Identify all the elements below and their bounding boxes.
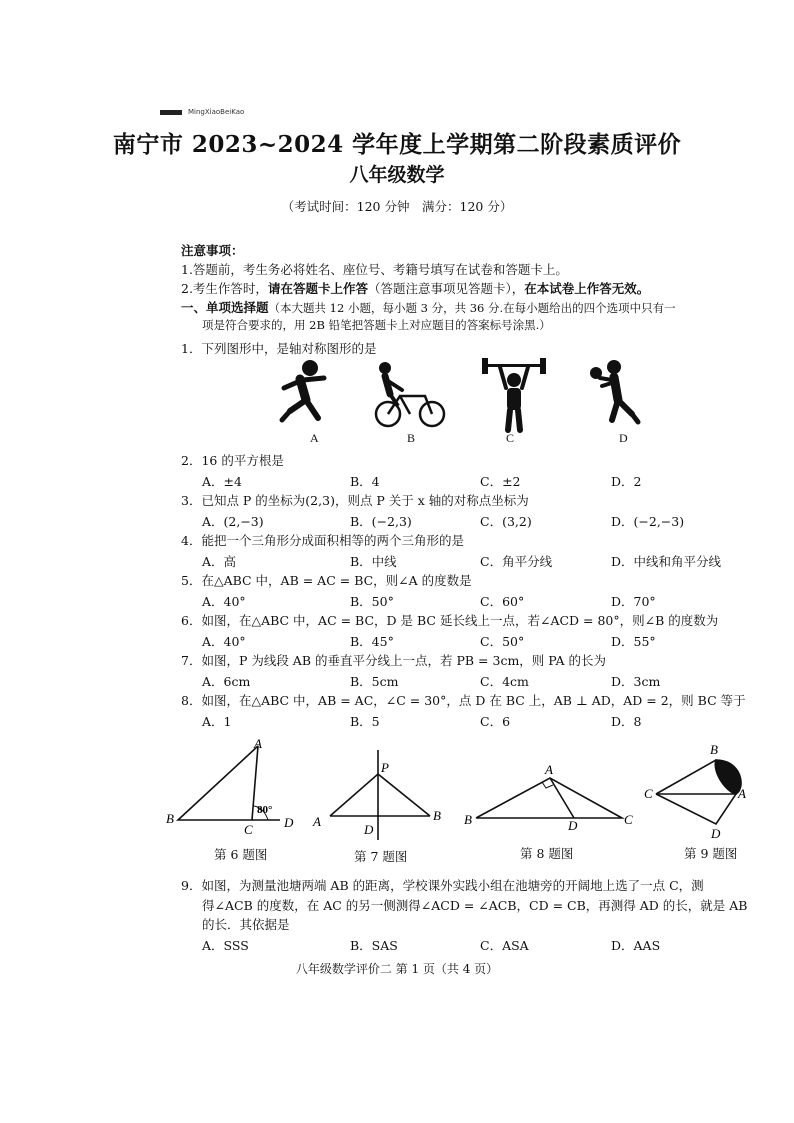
- fig9-label-a: A: [738, 786, 746, 801]
- question-7-stem: 7．如图，P 为线段 AB 的垂直平分线上一点，若 PB = 3cm，则 PA 的长为: [181, 653, 607, 668]
- question-6-stem: 6．如图，在△ABC 中，AC = BC，D 是 BC 延长线上一点，若∠ACD = 80°，则∠B 的度数为: [181, 613, 719, 628]
- q4-option-c: C．角平分线: [480, 554, 553, 569]
- figure-8-caption: 第 8 题图: [520, 846, 574, 861]
- q9-option-d: D．AAS: [611, 938, 661, 953]
- fig6-label-a: A: [254, 736, 262, 751]
- q3-option-c: C．(3,2): [480, 514, 532, 529]
- fig7-label-d: D: [364, 822, 374, 837]
- section-1-header: 一、单项选择题（本大题共 12 小题，每小题 3 分，共 36 分.在每小题给出的四个选项中只有一: [181, 300, 676, 315]
- q1-label-b: B: [407, 431, 416, 445]
- q9-option-b: B．SAS: [350, 938, 398, 953]
- fig6-label-d: D: [284, 815, 294, 830]
- q5-option-a: A．40°: [202, 594, 246, 609]
- question-9-stem-line-2: 得∠ACB 的度数，在 AC 的另一侧测得∠ACD = ∠ACB，CD = CB，再测得 AD 的长，就是 AB: [202, 898, 748, 913]
- fig8-label-b: B: [464, 812, 472, 827]
- figure-9: [656, 760, 741, 824]
- q7-option-a: A．6cm: [202, 674, 251, 689]
- q4-option-d: D．中线和角平分线: [611, 554, 722, 569]
- question-1-stem: 1．下列图形中，是轴对称图形的是: [181, 341, 377, 356]
- q6-option-d: D．55°: [611, 634, 656, 649]
- fig9-label-d: D: [711, 826, 721, 841]
- page-subtitle: 八年级数学: [349, 164, 445, 186]
- fig9-label-c: C: [644, 786, 653, 801]
- q7-option-b: B．5cm: [350, 674, 399, 689]
- q8-option-b: B．5: [350, 714, 380, 729]
- question-9-stem-line-1: 9．如图，为测量池塘两端 AB 的距离，学校课外实践小组在池塘旁的开阔地上选了一点 C，测: [181, 878, 704, 893]
- fig9-label-b: B: [710, 742, 718, 757]
- q2-option-b: B．4: [350, 474, 380, 489]
- notice-item-1: 1.答题前，考生务必将姓名、座位号、考籍号填写在试卷和答题卡上。: [181, 262, 568, 277]
- q8-option-c: C．6: [480, 714, 511, 729]
- question-3-stem: 3．已知点 P 的坐标为(2,3)，则点 P 关于 x 轴的对称点坐标为: [181, 493, 529, 508]
- q5-option-c: C．60°: [480, 594, 525, 609]
- fig7-label-a: A: [313, 814, 321, 829]
- q3-option-d: D．(−2,−3): [611, 514, 685, 529]
- figure-6-caption: 第 6 题图: [214, 847, 268, 862]
- q7-option-d: D．3cm: [611, 674, 661, 689]
- q6-option-b: B．45°: [350, 634, 394, 649]
- section-1-desc: 项是符合要求的，用 2B 铅笔把答题卡上对应题目的答案标号涂黑.）: [202, 318, 551, 332]
- q8-option-d: D．8: [611, 714, 642, 729]
- q3-option-a: A．(2,−3): [202, 514, 264, 529]
- q1-label-a: A: [310, 431, 319, 445]
- exam-info: （考试时间：120 分钟 满分：120 分）: [281, 199, 513, 214]
- brand-mark-icon: [160, 110, 182, 115]
- fig8-label-c: C: [624, 812, 633, 827]
- q5-option-d: D．70°: [611, 594, 656, 609]
- q4-option-b: B．中线: [350, 554, 397, 569]
- geometry-figures: [160, 732, 750, 847]
- q7-option-c: C．4cm: [480, 674, 529, 689]
- q4-option-a: A．高: [202, 554, 237, 569]
- q9-option-a: A．SSS: [202, 938, 249, 953]
- question-4-stem: 4．能把一个三角形分成面积相等的两个三角形的是: [181, 533, 464, 548]
- runner-figure: [282, 360, 324, 420]
- volleyball-figure: [590, 360, 638, 422]
- q9-option-c: C．ASA: [480, 938, 529, 953]
- fig7-label-b: B: [433, 808, 441, 823]
- figure-9-caption: 第 9 题图: [684, 846, 738, 861]
- q2-option-c: C．±2: [480, 474, 521, 489]
- notice-item-2: 2.考生作答时，请在答题卡上作答（答题注意事项见答题卡），在本试卷上作答无效。: [181, 281, 650, 296]
- page-title: 南宁市 2023~2024 学年度上学期第二阶段素质评价: [112, 131, 682, 158]
- figure-7-caption: 第 7 题图: [354, 849, 408, 864]
- q1-label-d: D: [619, 431, 628, 445]
- fig6-label-c: C: [244, 822, 253, 837]
- fig7-label-p: P: [381, 760, 389, 775]
- question-2-stem: 2．16 的平方根是: [181, 453, 284, 468]
- notice-heading: 注意事项：: [181, 243, 244, 258]
- figure-8: [476, 778, 622, 818]
- q2-option-d: D．2: [611, 474, 642, 489]
- question-9-stem-line-3: 的长．其依据是: [202, 917, 290, 932]
- q6-option-c: C．50°: [480, 634, 525, 649]
- question-1-figures: [260, 356, 660, 446]
- q5-option-b: B．50°: [350, 594, 394, 609]
- q1-label-c: C: [506, 431, 515, 445]
- q8-option-a: A．1: [202, 714, 232, 729]
- page-footer: 八年级数学评价二 第 1 页（共 4 页）: [295, 962, 499, 976]
- brand-logo: MingXiaoBeiKao: [160, 108, 244, 116]
- q2-option-a: A．±4: [202, 474, 242, 489]
- fig8-label-a: A: [545, 762, 553, 777]
- q3-option-b: B．(−2,3): [350, 514, 412, 529]
- fig6-label-b: B: [166, 811, 174, 826]
- question-8-stem: 8．如图，在△ABC 中，AB = AC，∠C = 30°，点 D 在 BC 上，AB ⊥ AD，AD = 2，则 BC 等于: [181, 693, 746, 708]
- figure-7: [330, 750, 430, 840]
- question-5-stem: 5．在△ABC 中，AB = AC = BC，则∠A 的度数是: [181, 573, 472, 588]
- fig6-angle: 80°: [257, 804, 273, 816]
- q6-option-a: A．40°: [202, 634, 246, 649]
- weightlifter-figure: [482, 358, 546, 430]
- fig8-label-d: D: [568, 818, 578, 833]
- cyclist-figure: [376, 362, 444, 426]
